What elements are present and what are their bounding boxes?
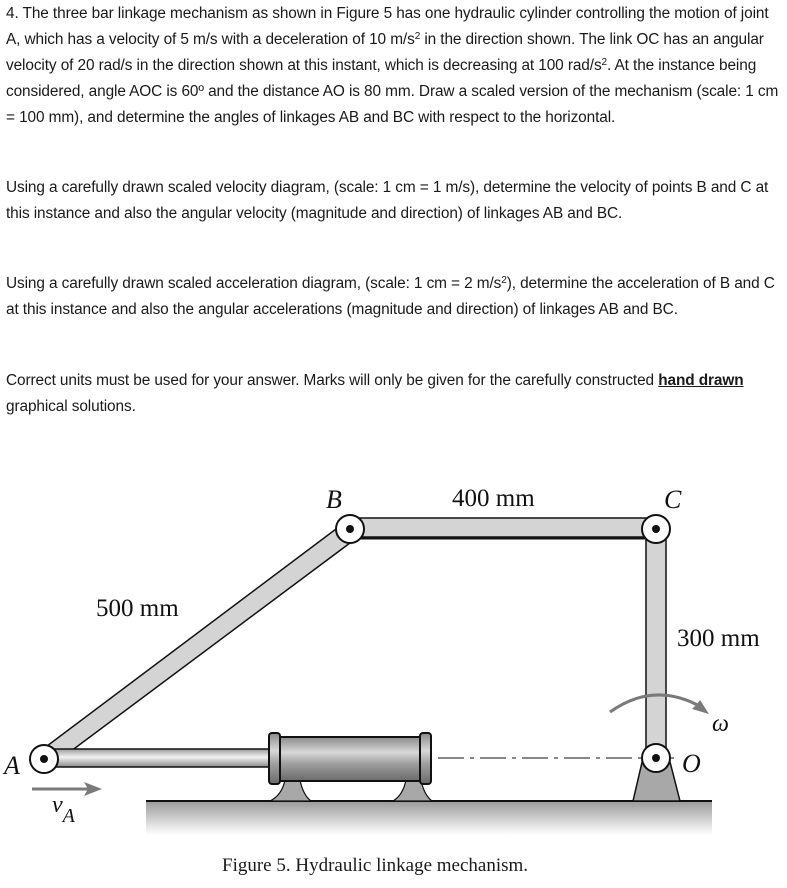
- question-paragraph-4: [6, 368, 781, 420]
- cylinder-feet: [270, 780, 432, 801]
- superscript: 2: [414, 31, 421, 42]
- paragraph-1-text-b: in the direction shown. The link OC has an angular velocity of 20 rad/s in the direction shown at this instant, which is decreasing at 100 rad/s: [6, 31, 764, 74]
- paragraph-1-text-a: 4. The three bar linkage mechanism as shown in Figure 5 has one hydraulic cylinder controlling the motion of joint A, which has a velocity of 5 m/s with a deceleration of 10 m/s: [6, 5, 769, 48]
- label-b: B: [326, 485, 342, 514]
- label-length-ab: 500 mm: [96, 595, 179, 622]
- joint-b: [336, 515, 364, 543]
- joint-c: [642, 515, 670, 543]
- joint-a: [30, 745, 58, 773]
- linkage-figure: [0, 470, 787, 883]
- question-paragraph-2: [6, 175, 781, 227]
- label-length-oc: 300 mm: [677, 625, 760, 652]
- paragraph-4-text-a: Correct units must be used for your answer. Marks will only be given for the carefully constructed: [6, 372, 659, 389]
- paragraph-2-text: Using a carefully drawn scaled velocity diagram, (scale: 1 cm = 1 m/s), determine the velocity of points B and C at this instance and also the angular velocity (magnitude and direction) of linkages AB and BC.: [6, 179, 769, 222]
- question-paragraph-3: [6, 271, 781, 323]
- label-v: v: [52, 792, 63, 818]
- velocity-arrow-icon: [32, 782, 102, 796]
- superscript: 2: [601, 57, 608, 68]
- label-a: A: [4, 751, 20, 780]
- label-c: C: [664, 485, 682, 514]
- label-velocity-a: [52, 792, 76, 827]
- label-o: O: [682, 749, 701, 778]
- label-v-subscript: A: [62, 805, 75, 827]
- link-oc: [646, 528, 666, 758]
- ground: [146, 801, 712, 835]
- label-length-bc: 400 mm: [452, 485, 535, 512]
- link-bc: [351, 518, 656, 538]
- figure-caption: Figure 5. Hydraulic linkage mechanism.: [222, 855, 529, 876]
- question-paragraph-1: [6, 1, 781, 131]
- paragraph-4-text-b: graphical solutions.: [6, 398, 136, 415]
- piston-rod: [50, 749, 272, 767]
- joint-o: [642, 744, 670, 772]
- label-omega: ω: [712, 711, 729, 737]
- paragraph-3-text-a: Using a carefully drawn scaled acceleration diagram, (scale: 1 cm = 2 m/s: [6, 275, 502, 292]
- paragraph-3-text-b: ), determine the acceleration of B and C at this instance and also the angular accelerations (magnitude and direction) of linkages AB and BC.: [6, 275, 775, 318]
- paragraph-1-text-c: . At the instance being considered, angle AOC is 60º and the distance AO is 80 mm. Draw a scaled version of the mechanism (scale: 1 cm = 100 mm), and determine the angles of linkages AB and BC with respect to the horizontal.: [6, 57, 779, 126]
- superscript: 2: [501, 275, 507, 286]
- hydraulic-cylinder: [269, 733, 431, 784]
- link-ab: [39, 523, 358, 766]
- hand-drawn-emphasis: hand drawn: [658, 372, 744, 389]
